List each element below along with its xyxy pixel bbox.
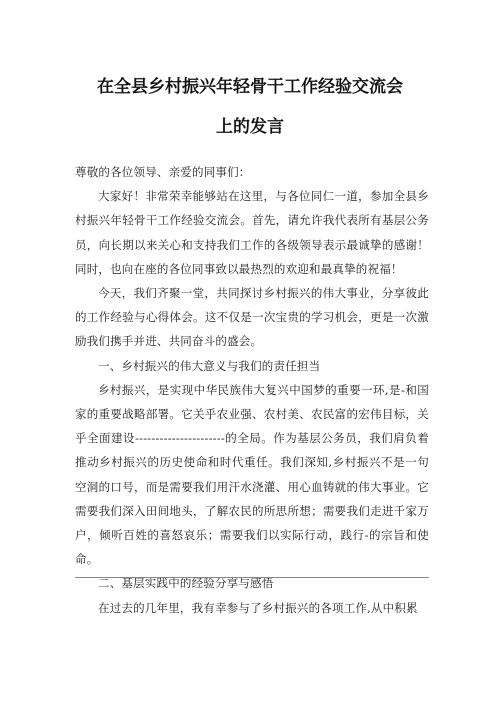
- paragraph-greeting: 大家好！非常荣幸能够站在这里，与各位同仁一道，参加全县乡村振兴年轻骨干工作经验交流会。首先，请允许我代表所有基层公务员，向长期以来关心和支持我们工作的各级领导表示最诚挚的感谢！同时，也向在座的各位同事致以最热烈的欢迎和最真挚的祝福！: [75, 189, 429, 276]
- section-heading-1: 一、乡村振兴的伟大意义与我们的责任担当: [98, 358, 321, 373]
- divider-line: [75, 577, 429, 578]
- section-1-paragraph: 乡村振兴，是实现中华民族伟大复兴中国梦的重要一环,是-和国家的重要战略部署。它关乎农业强、农村美、农民富的宏伟目标，关乎全面建设----------------------的全局。作为基层公务员，我们肩负着推动乡村振兴的历史使命和时代重任。我们深知,乡村振兴不是一句空洞的口号，而是需要我们用汗水浇灌、用心血铸就的伟大事业。它需要我们深入田间地头，了解农民的所思所想；需要我们走进千家万户，倾听百姓的喜怒哀乐；需要我们以实际行动，践行-的宗旨和使命。: [75, 382, 429, 567]
- section-2-paragraph: 在过去的几年里，我有幸参与了乡村振兴的各项工作,从中积累: [98, 600, 418, 615]
- document-body: [75, 160, 429, 620]
- paragraph-purpose: 今天，我们齐聚一堂，共同探讨乡村振兴的伟大事业，分享彼此的工作经验与心得体会。这不仅是一次宝贵的学习机会，更是一次激励我们携手并进、共同奋斗的盛会。: [75, 286, 429, 349]
- salutation: 尊敬的各位领导、亲爱的同事们：: [75, 165, 251, 179]
- document-title-line-2: 上的发言: [216, 117, 284, 137]
- document-title-line-1: 在全县乡村振兴年轻骨干工作经验交流会: [97, 77, 403, 97]
- section-heading-2: 二、基层实践中的经验分享与感悟: [98, 576, 274, 591]
